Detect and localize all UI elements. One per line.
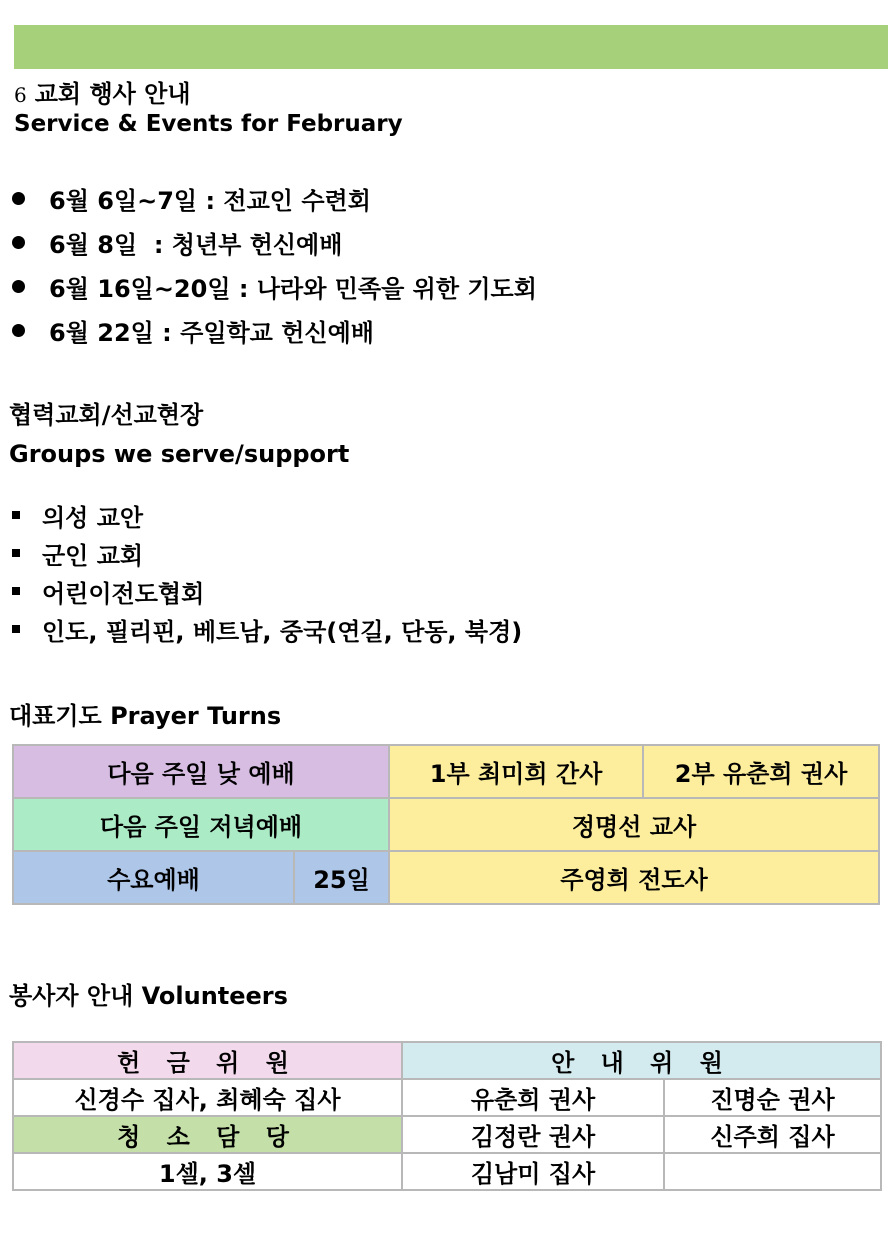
prayer-evening-person: 정명선 교사 bbox=[389, 798, 879, 851]
table-row bbox=[13, 1116, 881, 1153]
table-row bbox=[13, 798, 879, 851]
usher-name: 신주희 집사 bbox=[664, 1116, 881, 1153]
list-item: 군인 교회 bbox=[12, 534, 522, 572]
list-item: 6월 22일 : 주일학교 헌신예배 bbox=[12, 308, 537, 352]
prayer-wednesday-day: 25일 bbox=[294, 851, 389, 904]
volunteers-table bbox=[12, 1041, 882, 1191]
groups-title-ko: 협력교회/선교현장 bbox=[9, 401, 204, 429]
square-bullet-icon bbox=[12, 511, 20, 519]
prayer-title: 대표기도 Prayer Turns bbox=[9, 702, 282, 730]
prayer-label-sunday-day: 다음 주일 낮 예배 bbox=[13, 745, 389, 798]
table-row bbox=[13, 1153, 881, 1190]
usher-name: 유춘희 권사 bbox=[402, 1079, 664, 1116]
bullet-icon bbox=[12, 280, 25, 293]
table-row bbox=[13, 851, 879, 904]
list-item: 6월 16일~20일 : 나라와 민족을 위한 기도회 bbox=[12, 264, 537, 308]
square-bullet-icon bbox=[12, 549, 20, 557]
list-item: 의성 교안 bbox=[12, 496, 522, 534]
list-item: 인도, 필리핀, 베트남, 중국(연길, 단동, 북경) bbox=[12, 610, 522, 648]
prayer-label-wednesday: 수요예배 bbox=[13, 851, 294, 904]
cleaning-header: 청 소 담 당 bbox=[13, 1116, 402, 1153]
header-color-bar bbox=[14, 25, 888, 69]
events-list bbox=[12, 176, 537, 352]
volunteers-title: 봉사자 안내 Volunteers bbox=[9, 982, 288, 1010]
table-row bbox=[13, 1079, 881, 1116]
prayer-table bbox=[12, 744, 880, 905]
offering-names: 신경수 집사, 최혜숙 집사 bbox=[13, 1079, 402, 1116]
cleaning-cells: 1셀, 3셀 bbox=[13, 1153, 402, 1190]
prayer-first-service: 1부 최미희 간사 bbox=[389, 745, 643, 798]
usher-name: 김남미 집사 bbox=[402, 1153, 664, 1190]
usher-name-empty bbox=[664, 1153, 881, 1190]
events-title-en: Service & Events for February bbox=[14, 111, 403, 137]
prayer-second-service: 2부 유춘희 권사 bbox=[643, 745, 879, 798]
prayer-label-sunday-evening: 다음 주일 저녁예배 bbox=[13, 798, 389, 851]
bullet-icon bbox=[12, 192, 25, 205]
list-item: 6월 8일 : 청년부 헌신예배 bbox=[12, 220, 537, 264]
bullet-icon bbox=[12, 236, 25, 249]
table-row bbox=[13, 1042, 881, 1079]
square-bullet-icon bbox=[12, 587, 20, 595]
groups-title-en: Groups we serve/support bbox=[9, 440, 350, 468]
prayer-wednesday-person: 주영희 전도사 bbox=[389, 851, 879, 904]
table-row bbox=[13, 745, 879, 798]
section-number: 6 bbox=[14, 83, 27, 107]
list-item: 6월 6일~7일 : 전교인 수련회 bbox=[12, 176, 537, 220]
groups-list bbox=[12, 496, 522, 648]
usher-name: 진명순 권사 bbox=[664, 1079, 881, 1116]
events-title bbox=[14, 74, 191, 109]
usher-name: 김정란 권사 bbox=[402, 1116, 664, 1153]
events-title-ko: 교회 행사 안내 bbox=[34, 80, 191, 108]
list-item: 어린이전도협회 bbox=[12, 572, 522, 610]
offering-header: 헌 금 위 원 bbox=[13, 1042, 402, 1079]
bullet-icon bbox=[12, 324, 25, 337]
square-bullet-icon bbox=[12, 625, 20, 633]
usher-header: 안 내 위 원 bbox=[402, 1042, 881, 1079]
